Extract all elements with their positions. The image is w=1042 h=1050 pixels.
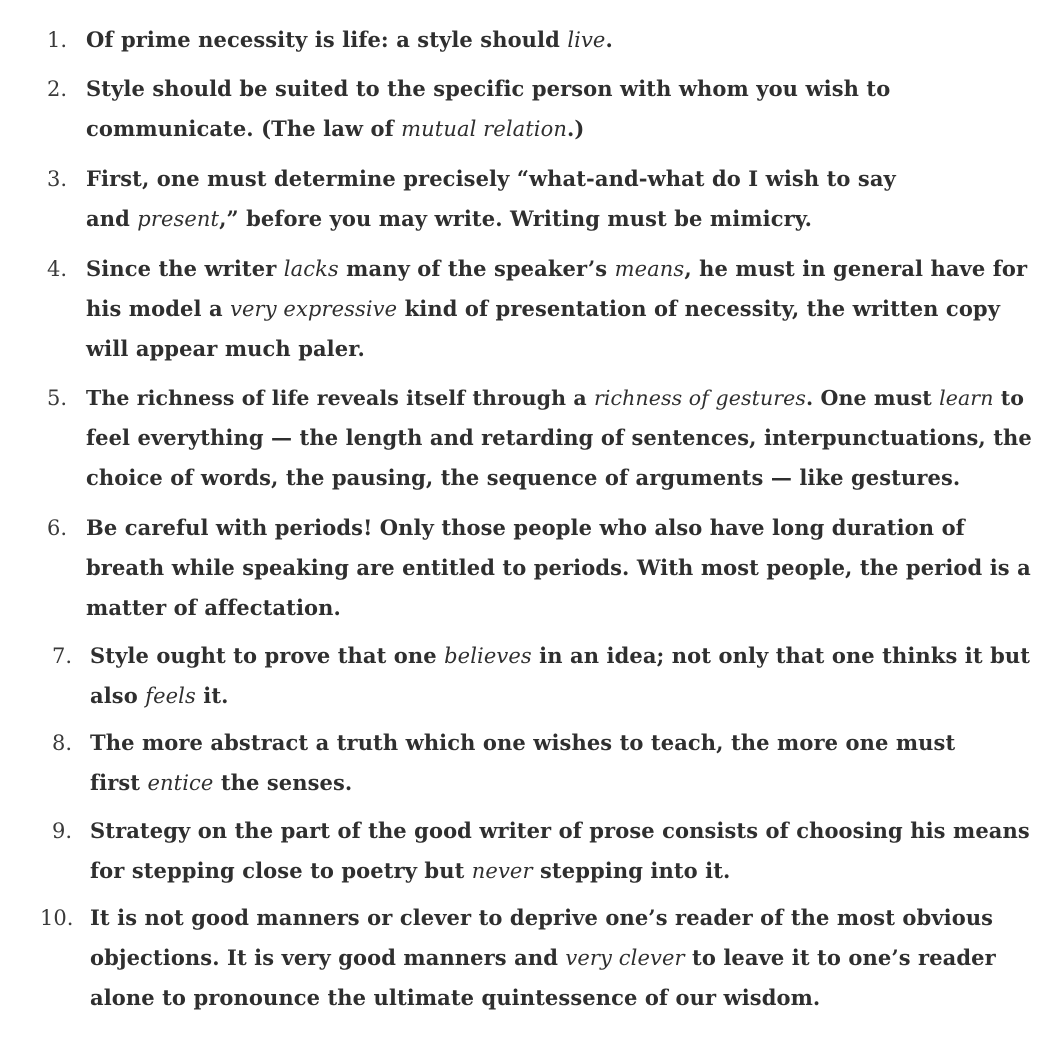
text-run: First, one must determine precisely “what-and-what do I wish to say	[86, 166, 896, 191]
list-item-number: 4.	[47, 257, 68, 281]
emphasis-run: never	[471, 859, 533, 883]
text-line	[86, 458, 1031, 498]
text-line	[86, 69, 1016, 109]
text-run: the senses.	[213, 770, 353, 795]
text-run: It is not good manners or clever to deprive one’s reader of the most obvious	[90, 905, 994, 930]
text-line	[86, 289, 1016, 329]
text-line	[86, 508, 1031, 548]
text-line	[90, 723, 1020, 763]
emphasis-run: live	[567, 28, 606, 52]
list-item-number: 6.	[47, 516, 68, 540]
list-item-number: 5.	[47, 386, 68, 410]
list-item-text	[86, 159, 1016, 239]
text-run: and	[86, 206, 138, 231]
list-item-text	[90, 811, 1030, 891]
list-item-number: 3.	[47, 167, 68, 191]
text-run: Strategy on the part of the good writer of prose consists of choosing his means	[90, 818, 1030, 843]
text-line	[86, 588, 1031, 628]
text-line	[90, 938, 1020, 978]
text-line	[90, 636, 1031, 676]
text-run: The more abstract a truth which one wishes to teach, the more one must	[90, 730, 956, 755]
text-run: feel everything — the length and retarding of sentences, interpunctuations, the	[86, 425, 1032, 450]
list-item-text	[86, 508, 1031, 628]
list-item-text	[86, 20, 1016, 60]
list-item-number: 7.	[52, 644, 73, 668]
text-run: , he must in general have for	[684, 256, 1028, 281]
emphasis-run: means	[614, 257, 685, 281]
text-run: ,” before you may write. Writing must be mimicry.	[219, 206, 813, 231]
text-run: The richness of life reveals itself through a	[86, 386, 594, 410]
text-line	[86, 199, 1016, 239]
text-run: objections. It is very good manners and	[90, 945, 566, 970]
emphasis-run: believes	[444, 644, 532, 668]
emphasis-run: entice	[147, 771, 214, 795]
text-line	[90, 851, 1020, 891]
emphasis-run: present	[137, 207, 220, 231]
text-line	[90, 978, 1020, 1018]
text-run: Of prime necessity is life: a style should	[86, 27, 568, 52]
text-run: also	[90, 683, 146, 708]
text-line	[90, 811, 1030, 851]
text-run: .)	[567, 116, 585, 141]
emphasis-run: learn	[939, 386, 994, 410]
text-run: to leave it to one’s reader	[684, 945, 996, 970]
text-run: his model a	[86, 296, 231, 321]
emphasis-run: very expressive	[230, 297, 398, 321]
text-line	[90, 898, 1020, 938]
emphasis-run: very clever	[565, 946, 685, 970]
text-line	[86, 418, 1031, 458]
text-run: it.	[195, 683, 229, 708]
list-item-text	[90, 636, 1031, 716]
text-run: to	[993, 386, 1025, 410]
list-item-number: 8.	[52, 731, 73, 755]
list-item-text	[90, 898, 1020, 1018]
text-line	[90, 763, 1020, 803]
text-run: .	[605, 27, 613, 52]
text-run: first	[90, 770, 148, 795]
text-run: communicate. (The law of	[86, 116, 402, 141]
text-line	[90, 676, 1020, 716]
text-line	[86, 548, 1031, 588]
text-line	[86, 159, 1016, 199]
emphasis-run: mutual relation	[401, 117, 567, 141]
text-run: many of the speaker’s	[338, 256, 615, 281]
list-item-text	[86, 249, 1028, 369]
text-line	[86, 20, 1016, 60]
text-run: alone to pronounce the ultimate quintessence of our wisdom.	[90, 985, 821, 1010]
text-run: will appear much paler.	[86, 336, 365, 361]
text-run: breath while speaking are entitled to periods. With most people, the period is a	[86, 555, 1031, 580]
text-line	[86, 249, 1028, 289]
text-run: for stepping close to poetry but	[90, 858, 472, 883]
emphasis-run: richness of gestures	[593, 386, 807, 410]
text-run: Style should be suited to the specific person with whom you wish to	[86, 76, 891, 101]
text-line	[86, 109, 1016, 149]
text-run: Be careful with periods! Only those people who also have long duration of	[86, 515, 965, 540]
list-item-number: 1.	[47, 28, 68, 52]
text-run: . One must	[806, 386, 940, 410]
text-run: Style ought to prove that one	[90, 643, 445, 668]
list-item-number: 9.	[52, 819, 73, 843]
list-item-text	[90, 723, 1020, 803]
text-run: in an idea; not only that one thinks it but	[531, 643, 1031, 668]
emphasis-run: feels	[145, 684, 196, 708]
list-item-number: 2.	[47, 77, 68, 101]
list-item-text	[86, 378, 1031, 498]
text-run: kind of presentation of necessity, the written copy	[397, 296, 1001, 321]
text-line	[86, 378, 1031, 418]
text-run: matter of affectation.	[86, 595, 341, 620]
list-item-text	[86, 69, 1016, 149]
list-item-number: 10.	[40, 906, 74, 930]
emphasis-run: lacks	[283, 257, 339, 281]
text-line	[86, 329, 1016, 369]
text-run: Since the writer	[86, 256, 284, 281]
text-run: choice of words, the pausing, the sequence of arguments — like gestures.	[86, 465, 961, 490]
text-run: stepping into it.	[532, 858, 731, 883]
